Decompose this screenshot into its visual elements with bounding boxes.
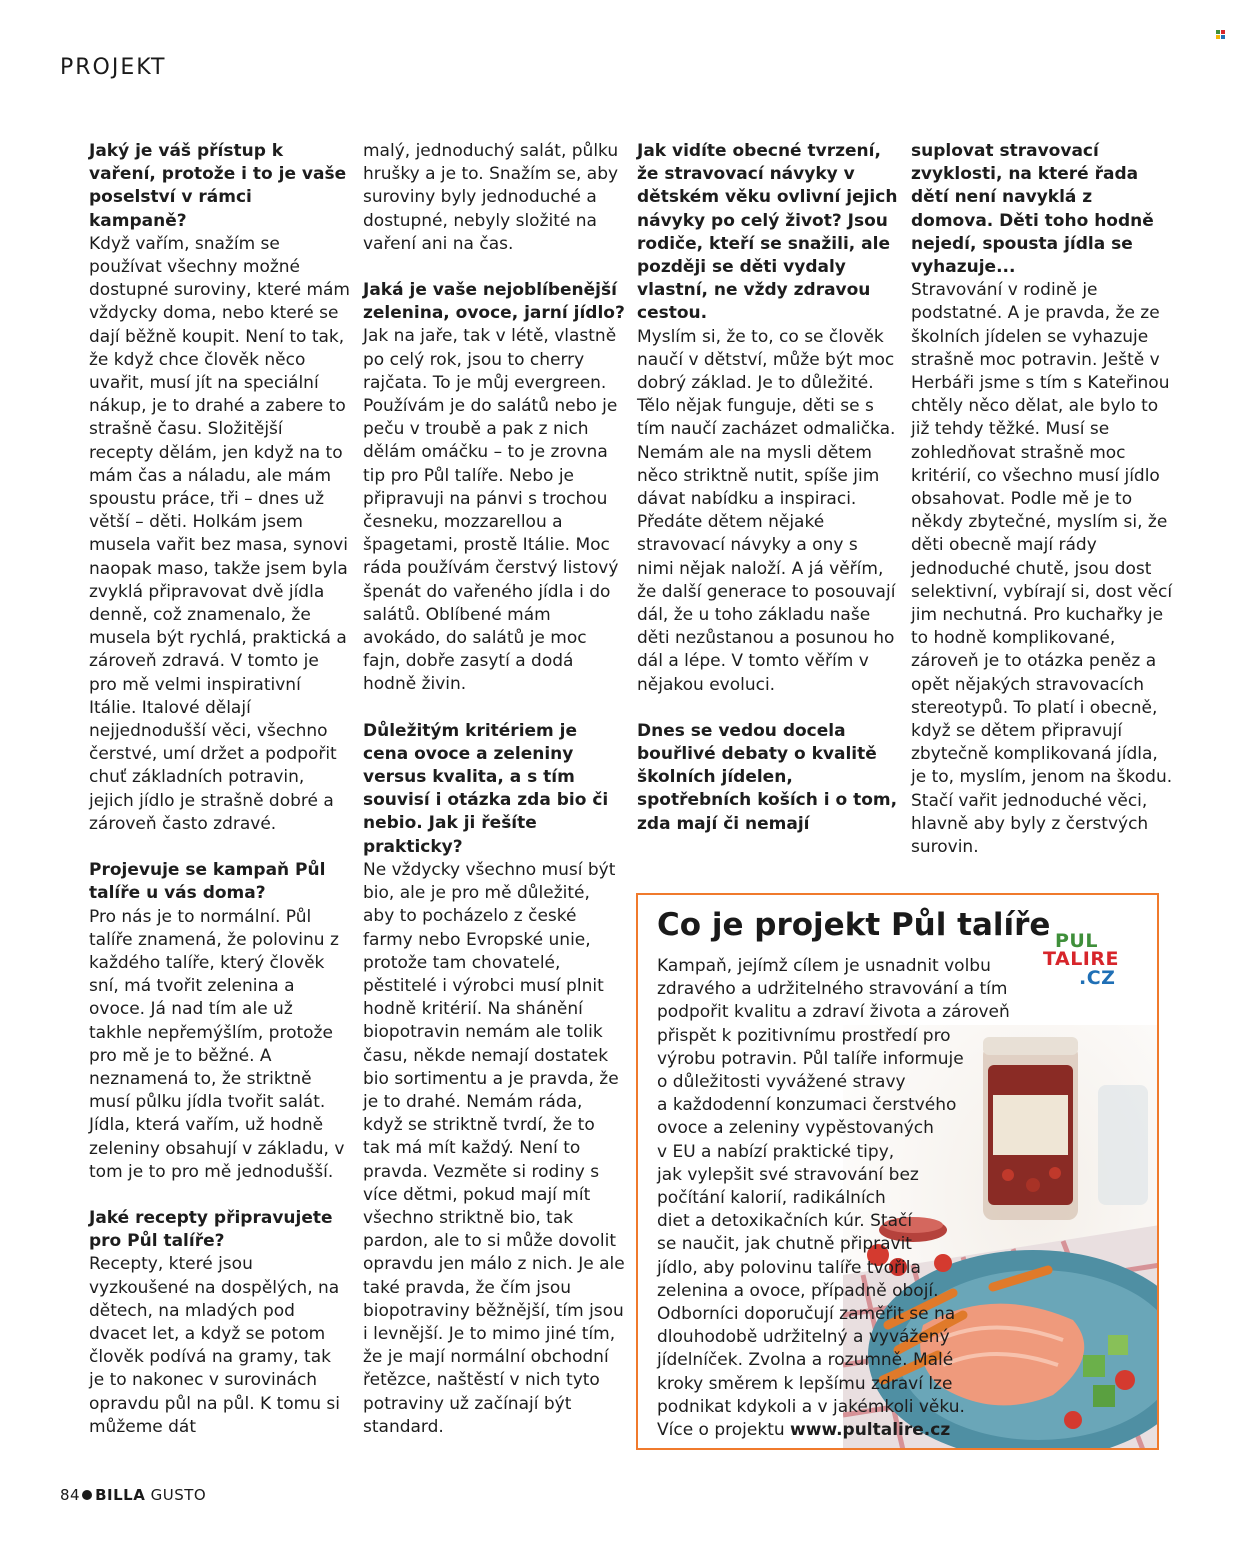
info-box-line: o důležitosti vyvážené stravy — [657, 1072, 906, 1093]
info-box-line: ovoce a zeleniny vypěstovaných — [657, 1118, 934, 1139]
page-number: 84 — [60, 1486, 81, 1504]
interview-question: Důležitým kritériem je cena ovoce a zeleniny versus kvalita, a s tím souvisí i otázka zda bio či nebio. Jak ji řešíte prakticky? — [363, 720, 609, 857]
interview-question: Jaké recepty připravujete pro Půl talíře? — [89, 1207, 333, 1252]
interview-answer: malý, jednoduchý salát, půlku hrušky a je to. Snažím se, aby suroviny byly jednoduché a dostupné, nebyly složité na vaření ani na čas. — [363, 141, 619, 254]
interview-answer: Recepty, které jsou vyzkoušené na dospělých, na dětech, na mladých pod dvacet let, a když se potom člověk podívá na gramy, tak je to nakonec v surovinách opravdu půl na půl. K tomu si můžeme dát — [89, 1254, 340, 1437]
info-box-line: podnikat kdykoli a v jakémkoli věku. — [657, 1396, 965, 1417]
info-box-line: zelenina a ovoce, případně obojí. — [657, 1280, 939, 1301]
paragraph-gap — [363, 256, 625, 279]
project-link[interactable]: www.pultalire.cz — [790, 1420, 951, 1441]
info-box-line: diet a detoxikačních kúr. Stačí — [657, 1211, 913, 1232]
info-box-line: kroky směrem k lepšímu zdraví lze — [657, 1373, 953, 1394]
interview-question: Dnes se vedou docela bouřlivé debaty o kvalitě školních jídelen, spotřebních koších i o tom, zda mají či nemají — [637, 720, 898, 834]
bullet-icon — [82, 1490, 92, 1500]
info-box-line: přispět k pozitivnímu prostředí pro — [657, 1025, 951, 1046]
info-box-line: podpořit kvalitu a zdraví života a zároveň — [657, 1002, 1010, 1023]
paragraph-gap — [89, 1184, 351, 1207]
info-box-line: jídlo, aby polovinu talíře tvořila — [657, 1257, 921, 1278]
interview-answer: Pro nás je to normální. Půl talíře znamená, že polovinu z každého talíře, který člověk sní, má tvořit zelenina a ovoce. Já nad tím ale už takhle nepřemýšlím, protože pro mě je to běžné. A neznamená to, že striktně musí půlku jídla tvořit salát. Jídla, která vařím, už hodně zeleniny obsahují v základu, v tom je to pro mě jednodušší. — [89, 906, 345, 1182]
article-column-4 — [911, 140, 1173, 859]
paragraph-gap — [363, 697, 625, 720]
interview-answer: Jak na jaře, tak v létě, vlastně po celý rok, jsou to cherry rajčata. To je můj evergreen. Používám je do salátů nebo je peču v troubě a pak z nich dělám omáčku – to je zrovna tip pro Půl talíře. Nebo je připravuji na pánvi s trochou česneku, mozzarellou a špagetami, prostě Itálie. Moc ráda používám čerstvý listový špenát do vařeného jídla i do salátů. Oblíbené mám avokádo, do salátů je moc fajn, dobře zasytí a dodá hodně živin. — [363, 326, 619, 695]
section-label: PROJEKT — [60, 55, 167, 80]
page-footer — [60, 1486, 206, 1504]
info-box-line: výrobu potravin. Půl talíře informuje — [657, 1048, 964, 1069]
pultalire-logo: PUL TALIRE .CZ — [1043, 930, 1119, 989]
interview-question: suplovat stravovací zvyklosti, na které řada dětí není navyklá z domova. Děti toho hodně nejedí, spousta jídla se vyhazuje... — [911, 141, 1154, 278]
info-box — [636, 893, 1159, 1450]
interview-answer: Když vařím, snažím se používat všechny možné dostupné suroviny, které mám vždycky doma, nebo které se dají běžně koupit. Není to tak, že když chce člověk něco uvařit, musí jít na speciální nákup, je to drahé a zabere to strašně času. Složitější recepty dělám, jen když na to mám čas a náladu, ale mám spoustu práce, tři – dnes už větší – děti. Holkám jsem musela vařit bez masa, synovi naopak maso, takže jsem byla zvyklá připravovat dvě jídla denně, což znamenalo, že musela být rychlá, praktická a zároveň zdravá. V tomto je pro mě velmi inspirativní Itálie. Italové dělají nejjednodušší věci, všechno čerstvé, umí držet a podpořit chuť základních potravin, jejich jídlo je strašně dobré a zároveň často zdravé. — [89, 233, 350, 834]
magazine-name: GUSTO — [150, 1486, 207, 1504]
interview-question: Jaká je vaše nejoblíbenější zelenina, ovoce, jarní jídlo? — [363, 280, 625, 324]
interview-answer: Myslím si, že to, co se člověk naučí v dětství, může být moc dobrý základ. Je to důležité. Tělo nějak funguje, děti se s tím naučí zacházet odmalička. Nemám ale na mysli dětem něco striktně nutit, spíše jim dávat nabídku a inspiraci. Předáte dětem nějaké stravovací návyky a ony s nimi nějak naloží. A já věřím, že další generace to posouvají dál, že u toho základu naše děti nezůstanou a posunou ho dál a lépe. V tomto věřím v nějakou evoluci. — [637, 326, 896, 695]
interview-question: Jak vidíte obecné tvrzení, že stravovací návyky v dětském věku ovlivní jejich návyky po celý život? Jsou rodiče, kteří se snažili, ale později se děti vydaly vlastní, ne vždy zdravou cestou. — [637, 141, 898, 324]
info-box-line: jídelníček. Zvolna a rozumně. Malé — [657, 1350, 954, 1371]
info-box-line: a každodenní konzumaci čerstvého — [657, 1095, 957, 1116]
info-box-line: dlouhodobě udržitelný a vyvážený — [657, 1327, 950, 1348]
article-column-3 — [637, 140, 899, 836]
info-box-text — [657, 955, 1017, 1442]
corner-color-mark — [1216, 30, 1226, 40]
more-info-line: Více o projektu www.pultalire.cz — [657, 1420, 951, 1441]
article-column-2 — [363, 140, 625, 1439]
interview-question: Jaký je váš přístup k vaření, protože i to je vaše poselství v rámci kampaně? — [89, 141, 347, 231]
paragraph-gap — [637, 697, 899, 720]
info-box-title: Co je projekt Půl talíře — [657, 907, 1051, 943]
paragraph-gap — [89, 836, 351, 859]
brand-name: BILLA — [95, 1486, 146, 1504]
interview-question: Projevuje se kampaň Půl talíře u vás doma? — [89, 860, 326, 904]
info-box-line: v EU a nabízí praktické tipy, — [657, 1141, 895, 1162]
info-box-line: se naučit, jak chutně připravit — [657, 1234, 912, 1255]
info-box-line: jak vylepšit své stravování bez — [657, 1164, 919, 1185]
info-box-line: Kampaň, jejímž cílem je usnadnit volbu — [657, 956, 991, 976]
info-box-line: zdravého a udržitelného stravování a tím — [657, 979, 1008, 1000]
interview-answer: Stravování v rodině je podstatné. A je pravda, že ze školních jídelen se vyhazuje strašně moc potravin. Ještě v Herbáři jsme s tím s Kateřinou chtěly něco dělat, ale bylo to již tehdy těžké. Musí se zohledňovat strašně moc kritérií, co všechno musí jídlo obsahovat. Podle mě je to někdy zbytečné, myslím si, že děti obecně mají rády jednoduché chutě, jsou dost selektivní, vybírají si, dost věcí jim nechutná. Pro kuchařky je to hodně komplikované, zároveň je to otázka peněz a opět nějakých stravovacích stereotypů. To platí i obecně, když se dětem připravují zbytečně komplikovaná jídla, je to, myslím, jenom na škodu. Stačí vařit jednoduché věci, hlavně aby byly z čerstvých surovin. — [911, 280, 1173, 858]
interview-answer: Ne vždycky všechno musí být bio, ale je pro mě důležité, aby to pocházelo z české farmy nebo Evropské unie, protože tam chovatelé, pěstitelé i výrobci musí plnit hodně kritérií. Na shánění biopotravin nemám ale tolik času, někde nemají dostatek bio sortimentu a je pravda, že je to drahé. Nemám ráda, když se striktně tvrdí, že to tak má mít každý. Není to pravda. Vezměte si rodiny s více dětmi, pokud mají mít všechno striktně bio, tak pardon, ale to si může dovolit opravdu jen málo z nich. Je ale také pravda, že čím jsou biopotraviny běžnější, tím jsou i levnější. Je to mimo jiné tím, že je mají normální obchodní řetězce, naštěstí v nich tyto potraviny už začínají být standard. — [363, 859, 625, 1437]
info-box-line: Odborníci doporučují zaměřit se na — [657, 1304, 956, 1325]
info-box-line: počítání kalorií, radikálních — [657, 1188, 886, 1209]
article-column-1 — [89, 140, 351, 1439]
